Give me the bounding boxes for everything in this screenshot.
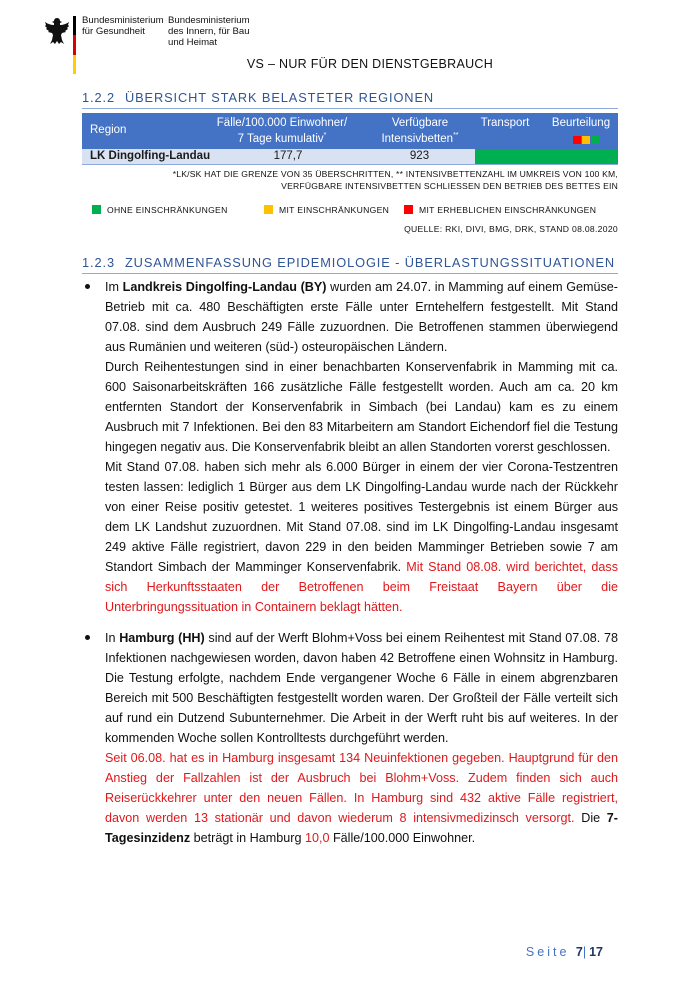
paragraph: Im Landkreis Dingolfing-Landau (BY) wurden am 24.07. in Mamming auf einem Gemüse-Betrieb mit ca. 480 Beschäftigten erste Fälle unter Erntehelfern festgestellt. Mit Stand 07.08. sind dem Ausbruch 249 Fälle zuzuordnen. Die Betroffenen stammen überwiegend aus Rumänien und weiteren (süd-) osteuropäischen Ländern. [105, 280, 618, 354]
incidence-value: 10,0 [304, 831, 330, 845]
update-text: Mit Stand 08.08. wird berichtet, dass sich Herkunftsstaaten der Betroffenen beim Freistaat Bayern über die Unterbringungssituation in Containern beklagt hätten. [105, 560, 618, 614]
cell-status-green [475, 149, 618, 164]
ministry-health-label: Bundesministerium für Gesundheit [82, 15, 164, 37]
table-row [82, 149, 618, 165]
column-header-region: Region [90, 124, 127, 136]
bullet-dingolfing [82, 277, 618, 617]
cell-icu-beds: 923 [364, 149, 475, 164]
assessment-color-squares [573, 135, 600, 144]
paragraph: Mit Stand 07.08. haben sich mehr als 6.000 Bürger in einem der vier Corona-Testzentren testen lassen: lediglich 1 Bürger aus dem LK Dingolfing-Landau wurde nach der Rückkehr von einer Reise positiv getestet. 1 weiteres positives Testergebnis ist einem Bürger aus dem LK Landshut zuzuordnen. Mit Stand 07.08. sind im LK Dingolfing-Landau insgesamt 249 aktive Fälle registriert, davon 229 in den beiden Mamminger Betrieben sowie 7 am Standort Simbach der Mamminger Konservenfabrik. Mit Stand 08.08. wird berichtet, dass sich Herkunftsstaaten der Betroffenen beim Freistaat Bayern über die Unterbringungssituation in Containern beklagt hätten. [105, 460, 618, 614]
column-header-icu-beds: Verfügbare Intensivbetten** [381, 117, 459, 145]
bullet-hamburg [82, 628, 618, 848]
paragraph: Durch Reihentestungen sind in einer benachbarten Konservenfabrik in Mamming mit ca. 600 Saisonarbeitskräften 166 zusätzliche Fälle festgestellt worden. Auch am ca. 20 km entfernten Standort der Konservenfabrik in Simbach (bei Landau) kam es zu einem Ausbruch mit 7 Infektionen. Bei den 83 Mitarbeitern am Standort Eichendorf fiel die Testung hingegen negativ aus. Die Konservenfabrik bleibt an allen Standorten vorerst geschlossen. [105, 360, 618, 454]
section-heading-regions: 1.2.2 ÜBERSICHT STARK BELASTETER REGIONEN [82, 90, 618, 109]
regions-table [82, 113, 618, 165]
table-footnote: *LK/SK HAT DIE GRENZE VON 35 ÜBERSCHRITTEN, ** INTENSIVBETTENZAHL IM UMKREIS VON 100 KM, VERFÜGBARE INTENSIVBETTEN SCHLIESSEN DEN BETRIEB DES BETTES EIN [172, 169, 618, 191]
paragraph: Seit 06.08. hat es in Hamburg insgesamt 134 Neuinfektionen gegeben. Hauptgrund für den Anstieg der Fallzahlen ist der Ausbruch bei Blohm+Voss. Zudem finden sich auch Reiserückkehrer unter den neuen Fällen. In Hamburg sind 432 aktive Fälle registriert, davon werden 13 stationär und davon wiederum 8 intensivmedizinsch versorgt. Die 7-Tagesinzidenz beträgt in Hamburg 10,0 Fälle/100.000 Einwohner. [105, 751, 618, 845]
bullet-dot [85, 284, 90, 289]
cell-cases: 177,7 [212, 149, 364, 164]
column-header-assessment: Beurteilung [551, 117, 611, 129]
table-header [82, 113, 618, 149]
paragraph: In Hamburg (HH) sind auf der Werft Blohm+Voss bei einem Reihentest mit Stand 07.08. 78 Infektionen nachgewiesen worden, davon haben 42 Betroffene einen Wohnsitz in Hamburg. Die Testung erfolgte, nachdem Ende vergangener Woche 6 Fälle in einem abgrenzbaren Bereich mit 500 Beschäftigten festgestellt worden waren. Der Großteil der Fälle verteilt sich auf rund ein Dutzend Subunternehmer. Die Arbeit in der Werft ruht bis auf weiteres. In der kommenden Woche sollen Kontrolltests durchgeführt werden. [105, 631, 618, 745]
column-header-cases: Fälle/100.000 Einwohner/ 7 Tage kumulativ* [216, 117, 348, 145]
bullet-dot [85, 635, 90, 640]
column-header-transport: Transport [480, 117, 530, 129]
legend-item-green: OHNE EINSCHRÄNKUNGEN [92, 205, 228, 215]
legend-item-yellow: MIT EINSCHRÄNKUNGEN [264, 205, 389, 215]
section-heading-epidemiology: 1.2.3 ZUSAMMENFASSUNG EPIDEMIOLOGIE - ÜBERLASTUNGSSITUATIONEN [82, 255, 618, 274]
cell-region: LK Dingolfing-Landau [82, 149, 212, 164]
page-number: Seite 7|17 [525, 945, 603, 959]
ministry-interior-label: Bundesministerium des Innern, für Bau und Heimat [168, 15, 250, 48]
federal-eagle-icon [44, 16, 70, 46]
classification-label: VS – NUR FÜR DEN DIENSTGEBRAUCH [246, 57, 494, 71]
update-text: Seit 06.08. hat es in Hamburg insgesamt 134 Neuinfektionen gegeben. Hauptgrund für den Anstieg der Fallzahlen ist der Ausbruch bei Blohm+Voss. Zudem finden sich auch Reiserückkehrer unter den neuen Fällen. In Hamburg sind 432 aktive Fälle registriert, davon werden 13 stationär und davon wiederum 8 intensivmedizinsch versorgt. [105, 751, 618, 825]
legend-item-red: MIT ERHEBLICHEN EINSCHRÄNKUNGEN [404, 205, 596, 215]
source-note: QUELLE: RKI, DIVI, BMG, DRK, STAND 08.08.2020 [404, 224, 618, 234]
